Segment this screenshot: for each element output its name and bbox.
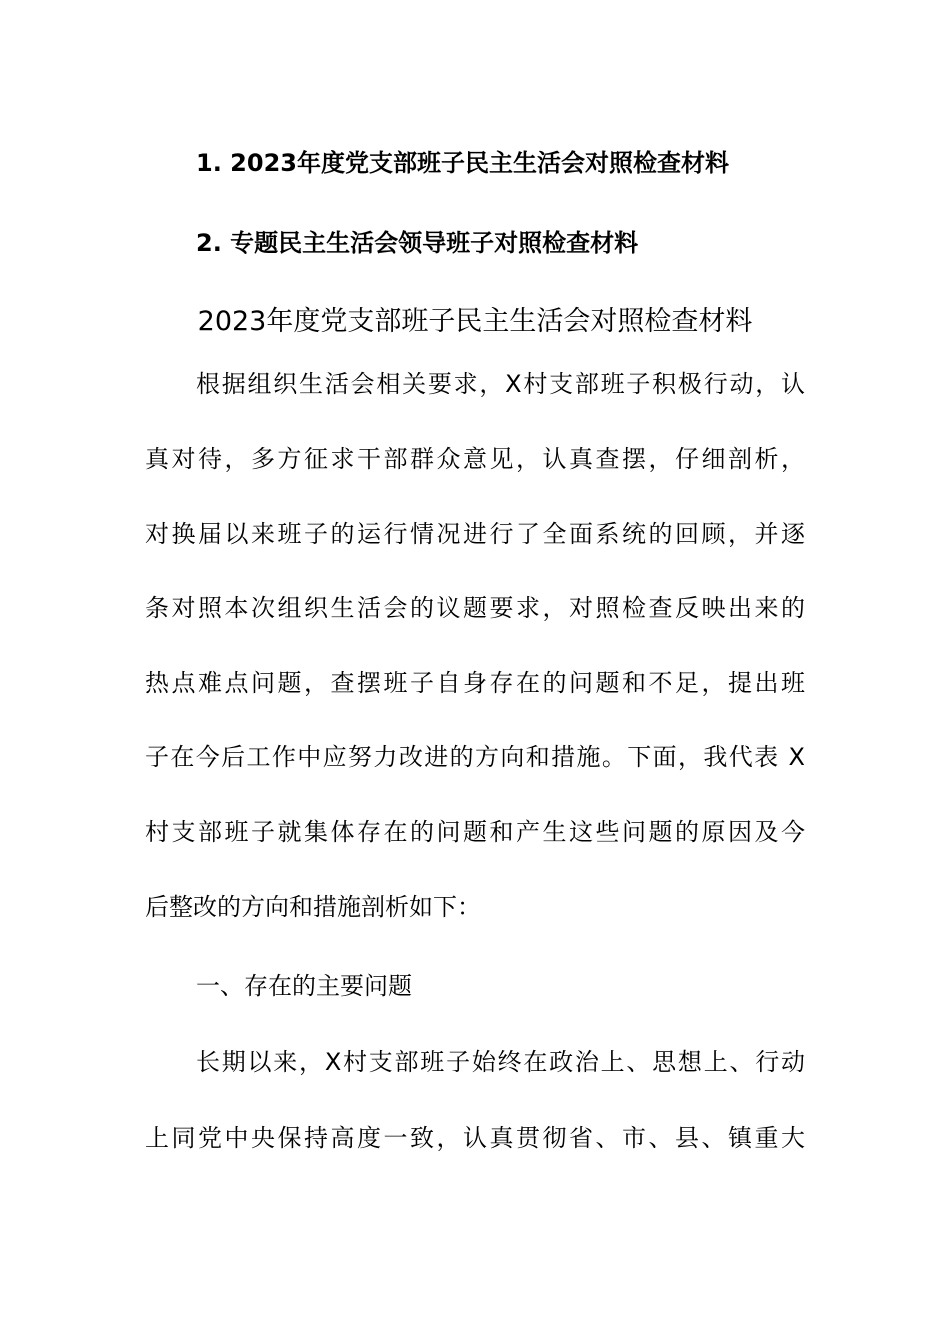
paragraph-line: 热点难点问题，查摆班子自身存在的问题和不足，提出班 <box>145 669 805 697</box>
toc-item-2: 2. 专题民主生活会领导班子对照检查材料 <box>196 229 639 257</box>
toc-item-1: 1. 2023年度党支部班子民主生活会对照检查材料 <box>196 149 729 177</box>
section-heading: 一、存在的主要问题 <box>196 972 412 1000</box>
paragraph-line: 上同党中央保持高度一致，认真贯彻省、市、县、镇重大 <box>145 1124 805 1152</box>
paragraph-line: 根据组织生活会相关要求，X村支部班子积极行动，认 <box>196 370 805 398</box>
paragraph-line: 长期以来，X村支部班子始终在政治上、思想上、行动 <box>196 1048 805 1076</box>
paragraph-line: 后整改的方向和措施剖析如下： <box>145 893 481 921</box>
document-title: 2023年度党支部班子民主生活会对照检查材料 <box>197 306 753 337</box>
paragraph-line: 村支部班子就集体存在的问题和产生这些问题的原因及今 <box>145 818 805 846</box>
paragraph-line: 对换届以来班子的运行情况进行了全面系统的回顾，并逐 <box>145 520 805 548</box>
paragraph-line: 子在今后工作中应努力改进的方向和措施。下面，我代表 X <box>145 743 805 771</box>
paragraph-line: 真对待，多方征求干部群众意见，认真查摆，仔细剖析， <box>145 445 805 473</box>
paragraph-line: 条对照本次组织生活会的议题要求，对照检查反映出来的 <box>145 594 805 622</box>
